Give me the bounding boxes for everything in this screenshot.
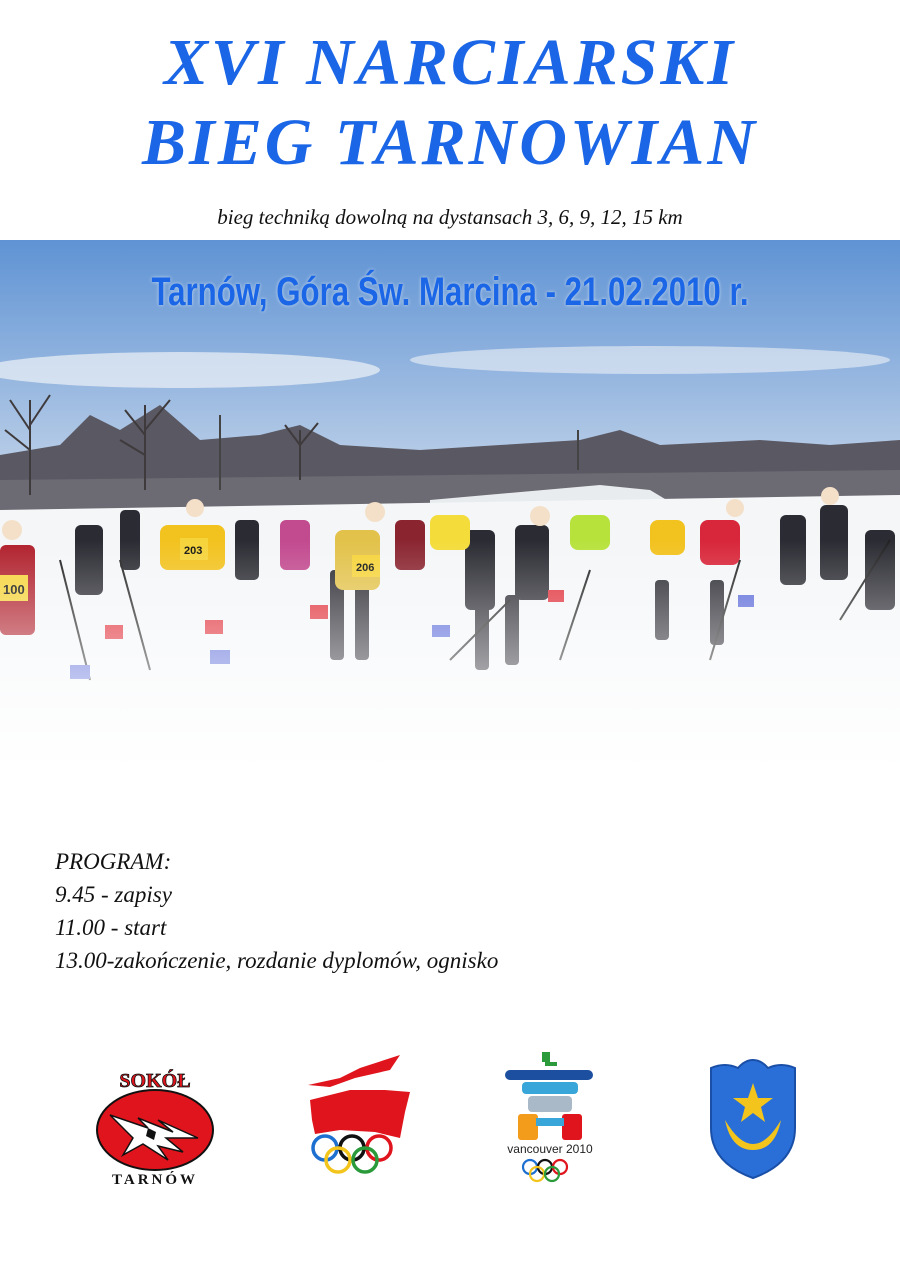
sokol-logo-top-text: SOKÓŁ: [119, 1070, 191, 1092]
title-line-1: XVI NARCIARSKI: [163, 26, 737, 99]
inukshuk-icon: [505, 1052, 593, 1140]
program-item: 9.45 - zapisy: [55, 882, 172, 907]
sokol-logo-bottom-text: TARNÓW: [111, 1172, 199, 1188]
venue-date: Tarnów, Góra Św. Marcina - 21.02.2010 r.: [151, 270, 749, 314]
program-item: 13.00-zakończenie, rozdanie dyplomów, ognisko: [55, 948, 499, 973]
program-heading: PROGRAM:: [55, 849, 172, 874]
star-crescent-shield-icon: [703, 1058, 803, 1180]
sokol-tarnow-logo: [88, 1060, 223, 1190]
program-item: 11.00 - start: [55, 915, 167, 940]
vancouver-2010-logo: [490, 1052, 610, 1192]
title-line-2: BIEG TARNOWIAN: [142, 106, 758, 179]
vancouver-logo-text: vancouver 2010: [507, 1142, 593, 1156]
ski-race-photo: [0, 240, 900, 770]
polish-flag-olympic-rings-icon: [300, 1050, 415, 1180]
program-section: [55, 845, 855, 977]
subtitle: bieg techniką dowolną na dystansach 3, 6, 9, 12, 15 km: [217, 205, 683, 229]
